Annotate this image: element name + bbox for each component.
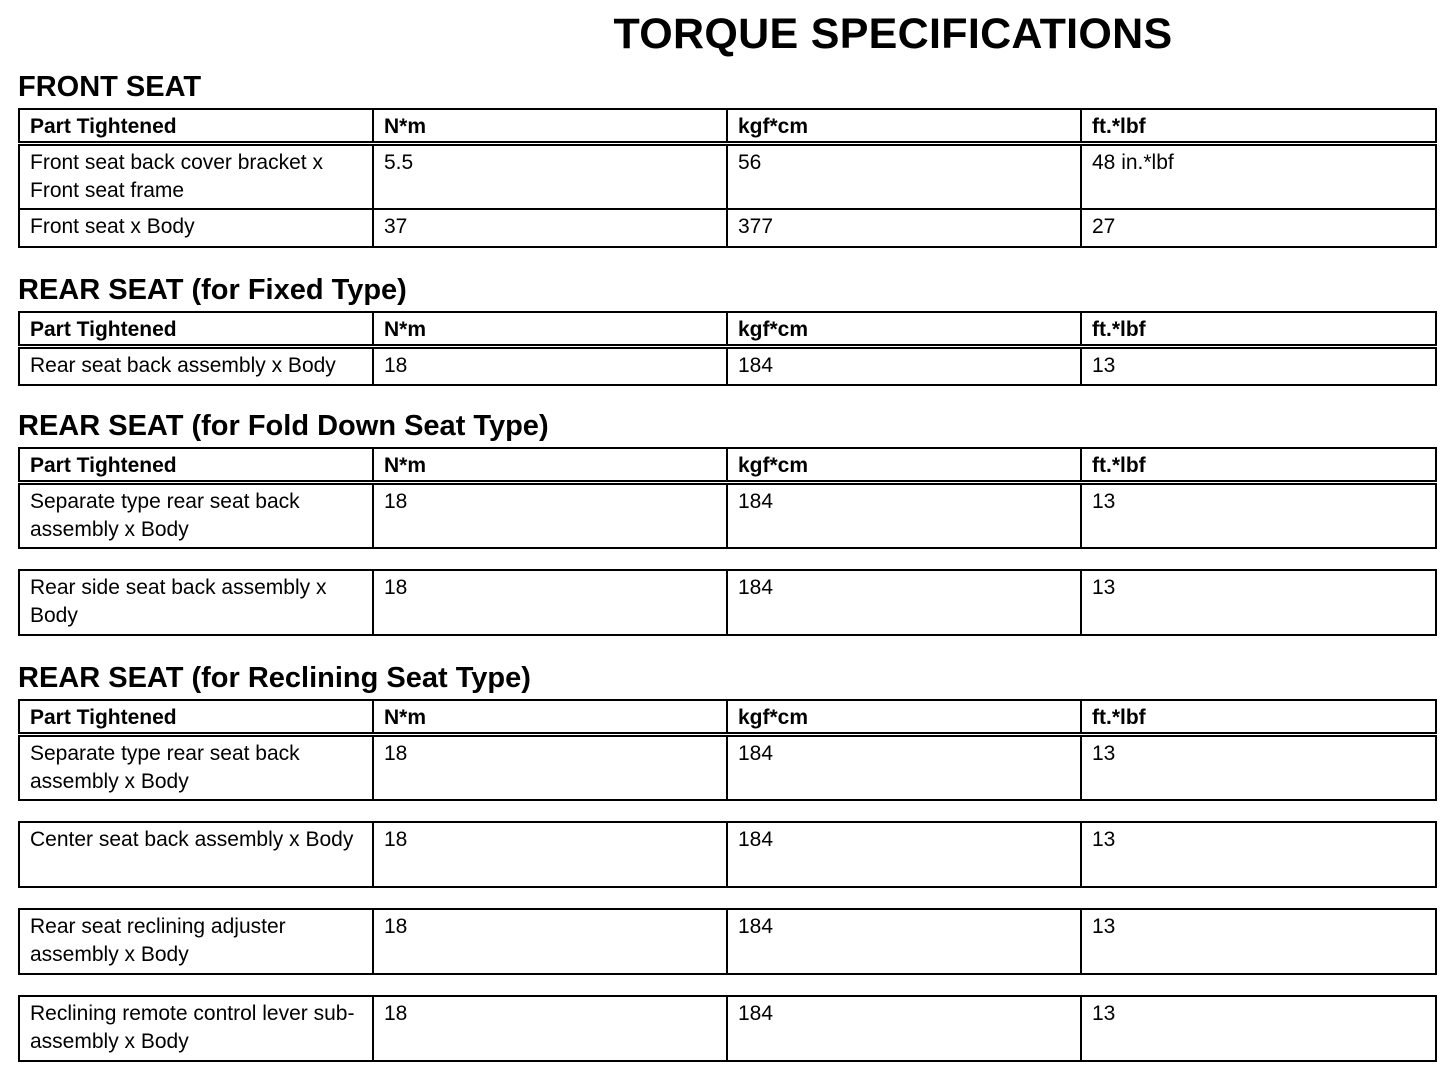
table-row [19,996,1436,1061]
table-row [19,144,1436,209]
rear-fold-down-table [18,447,1437,636]
header-part: Part Tightened [19,312,373,347]
cell-kgf: 56 [727,144,1081,209]
cell-nm: 18 [373,909,727,974]
cell-kgf: 184 [727,909,1081,974]
cell-part: Center seat back assembly x Body [19,822,373,887]
header-kgf: kgf*cm [727,109,1081,144]
front-seat-table [18,108,1437,248]
table-row [19,909,1436,974]
header-ft: ft.*lbf [1081,312,1436,347]
cell-nm: 18 [373,735,727,800]
cell-kgf: 184 [727,996,1081,1061]
cell-ft: 13 [1081,996,1436,1061]
page-title: TORQUE SPECIFICATIONS [613,10,1173,58]
section-title-rear-fixed: REAR SEAT (for Fixed Type) [18,274,407,306]
row-gap [19,887,1436,909]
cell-part: Rear side seat back assembly x Body [19,570,373,635]
table-header-row [19,109,1436,144]
header-ft: ft.*lbf [1081,109,1436,144]
cell-ft: 48 in.*lbf [1081,144,1436,209]
cell-ft: 27 [1081,209,1436,247]
table-row [19,483,1436,548]
cell-part: Separate type rear seat back assembly x Body [19,735,373,800]
section-title-front-seat: FRONT SEAT [18,71,202,103]
cell-kgf: 377 [727,209,1081,247]
cell-part: Reclining remote control lever sub- assembly x Body [19,996,373,1061]
cell-part: Front seat back cover bracket x Front seat frame [19,144,373,209]
header-nm: N*m [373,448,727,483]
cell-nm: 18 [373,996,727,1061]
cell-ft: 13 [1081,735,1436,800]
row-gap [19,548,1436,570]
table-row [19,570,1436,635]
rear-fixed-table [18,311,1437,386]
cell-nm: 18 [373,347,727,385]
header-ft: ft.*lbf [1081,448,1436,483]
table-row [19,822,1436,887]
table-header-row [19,312,1436,347]
row-gap [19,800,1436,822]
cell-kgf: 184 [727,570,1081,635]
cell-nm: 5.5 [373,144,727,209]
table-header-row [19,700,1436,735]
table-row [19,735,1436,800]
cell-kgf: 184 [727,483,1081,548]
header-nm: N*m [373,312,727,347]
cell-part: Front seat x Body [19,209,373,247]
row-gap [19,974,1436,996]
cell-nm: 37 [373,209,727,247]
cell-kgf: 184 [727,735,1081,800]
section-title-rear-fold-down: REAR SEAT (for Fold Down Seat Type) [18,410,549,442]
cell-part: Rear seat reclining adjuster assembly x Body [19,909,373,974]
cell-part: Rear seat back assembly x Body [19,347,373,385]
header-kgf: kgf*cm [727,448,1081,483]
cell-kgf: 184 [727,347,1081,385]
header-part: Part Tightened [19,448,373,483]
cell-nm: 18 [373,570,727,635]
cell-ft: 13 [1081,483,1436,548]
cell-ft: 13 [1081,822,1436,887]
header-kgf: kgf*cm [727,312,1081,347]
table-row [19,209,1436,247]
rear-reclining-table [18,699,1437,1062]
cell-nm: 18 [373,822,727,887]
cell-part: Separate type rear seat back assembly x Body [19,483,373,548]
cell-ft: 13 [1081,347,1436,385]
header-part: Part Tightened [19,109,373,144]
cell-ft: 13 [1081,570,1436,635]
table-header-row [19,448,1436,483]
cell-nm: 18 [373,483,727,548]
header-nm: N*m [373,109,727,144]
table-row [19,347,1436,385]
cell-ft: 13 [1081,909,1436,974]
header-kgf: kgf*cm [727,700,1081,735]
header-part: Part Tightened [19,700,373,735]
cell-kgf: 184 [727,822,1081,887]
section-title-rear-reclining: REAR SEAT (for Reclining Seat Type) [18,662,531,694]
header-nm: N*m [373,700,727,735]
header-ft: ft.*lbf [1081,700,1436,735]
